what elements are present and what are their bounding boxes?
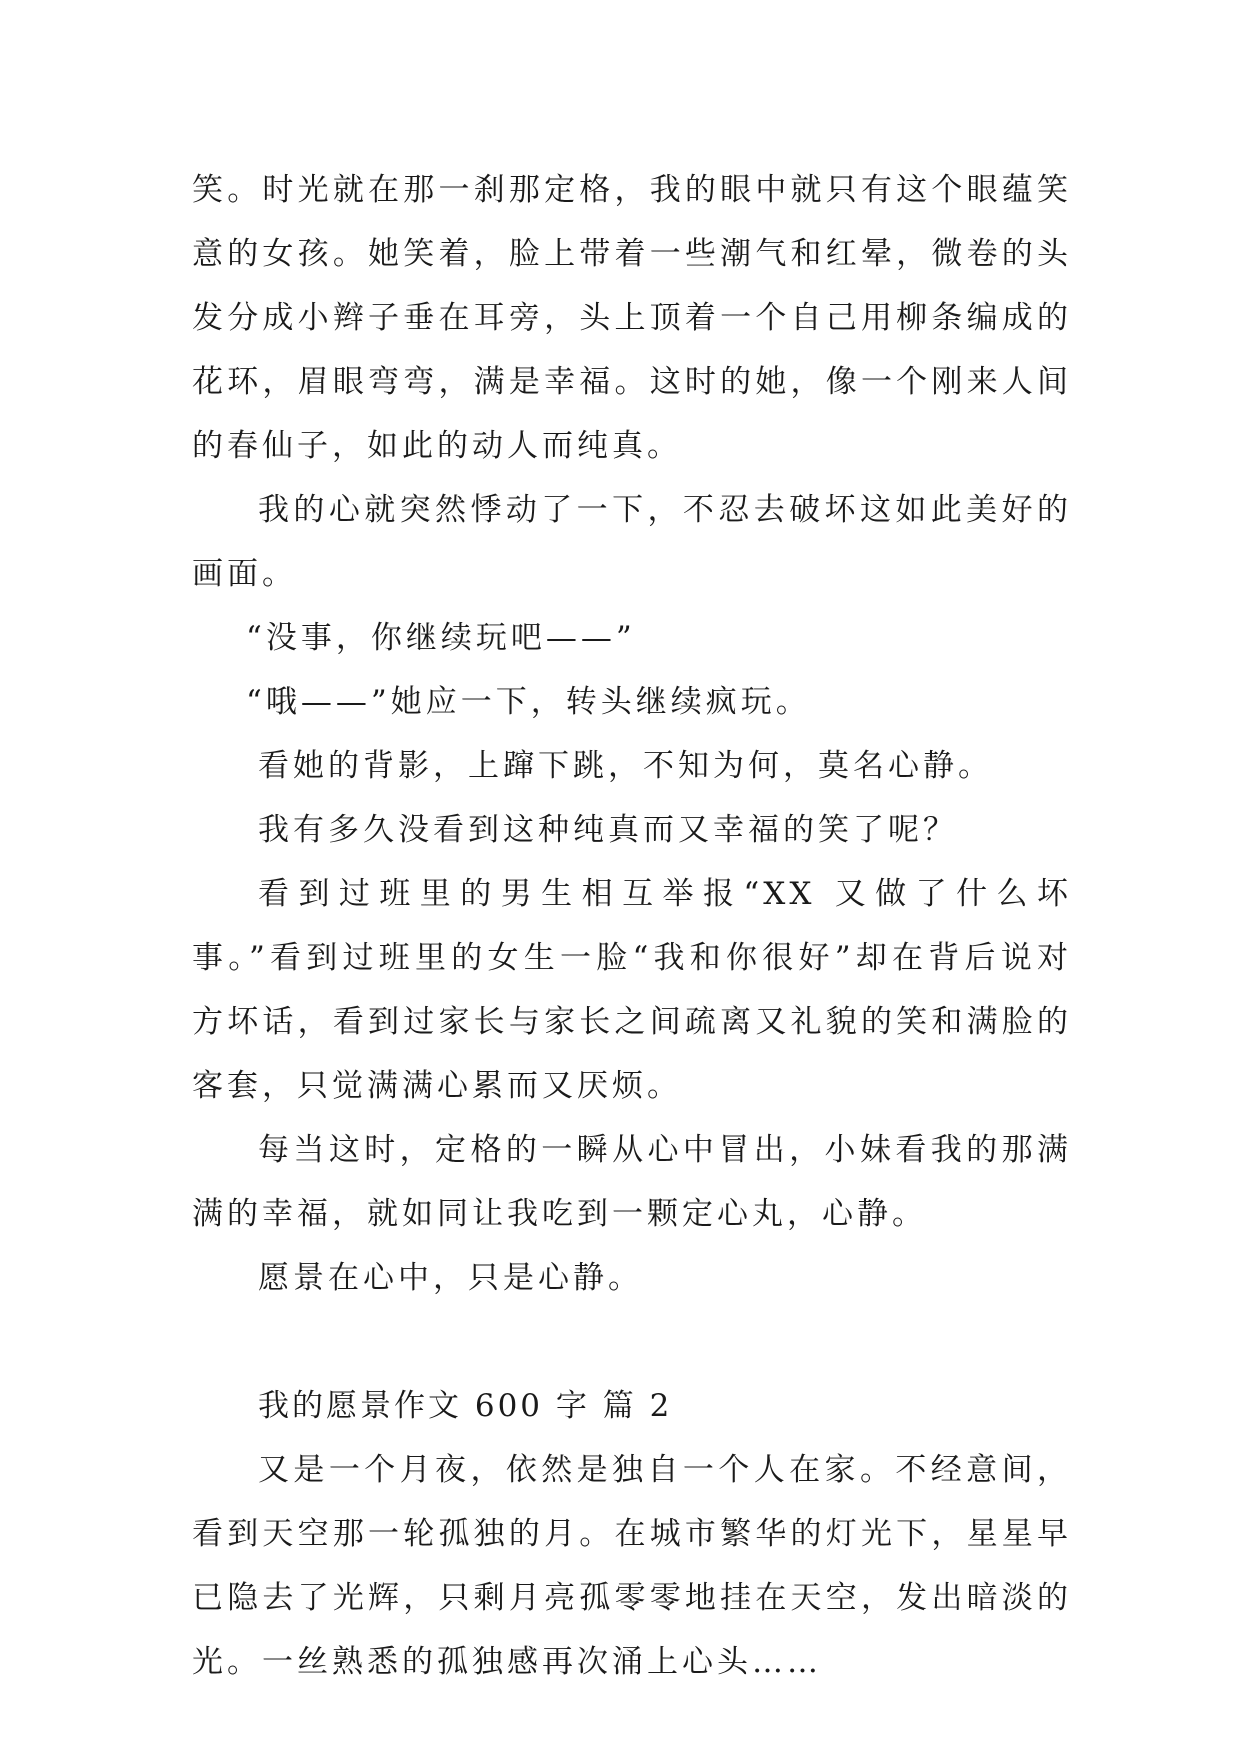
document-body (192, 158, 1072, 1694)
paragraph-moon-night: 又是一个月夜，依然是独自一个人在家。不经意间，看到天空那一轮孤独的月。在城市繁华的灯光下，星星早已隐去了光辉，只剩月亮孤零零地挂在天空，发出暗淡的光。一丝熟悉的孤独感再次涌上心头…… (192, 1452, 1072, 1680)
paragraph-heart-moved: 我的心就突然悸动了一下，不忍去破坏这如此美好的画面。 (192, 492, 1072, 592)
paragraph-each-time: 每当这时，定格的一瞬从心中冒出，小妹看我的那满满的幸福，就如同让我吃到一颗定心丸，心静。 (192, 1132, 1072, 1232)
section-spacer (192, 1310, 1072, 1374)
section-title: 我的愿景作文 600 字 篇 2 (258, 1388, 673, 1424)
paragraph-dialogue-2: “哦——”她应一下，转头继续疯玩。 (246, 684, 811, 720)
paragraph-continued: 笑。时光就在那一刹那定格，我的眼中就只有这个眼蕴笑意的女孩。她笑着，脸上带着一些潮气和红晕，微卷的头发分成小辫子垂在耳旁，头上顶着一个自己用柳条编成的花环，眉眼弯弯，满是幸福。这时的她，像一个刚来人间的春仙子，如此的动人而纯真。 (192, 172, 1072, 464)
paragraph-her-back: 看她的背影，上蹿下跳，不知为何，莫名心静。 (258, 748, 993, 784)
paragraph-dialogue-1: “没事，你继续玩吧——” (246, 620, 636, 656)
paragraph-observations: 看到过班里的男生相互举报“XX 又做了什么坏事。”看到过班里的女生一脸“我和你很好”却在背后说对方坏话，看到过家长与家长之间疏离又礼貌的笑和满脸的客套，只觉满满心累而又厌烦。 (192, 876, 1072, 1104)
paragraph-question: 我有多久没看到这种纯真而又幸福的笑了呢？ (258, 812, 958, 848)
paragraph-vision-conclusion: 愿景在心中，只是心静。 (258, 1260, 643, 1296)
